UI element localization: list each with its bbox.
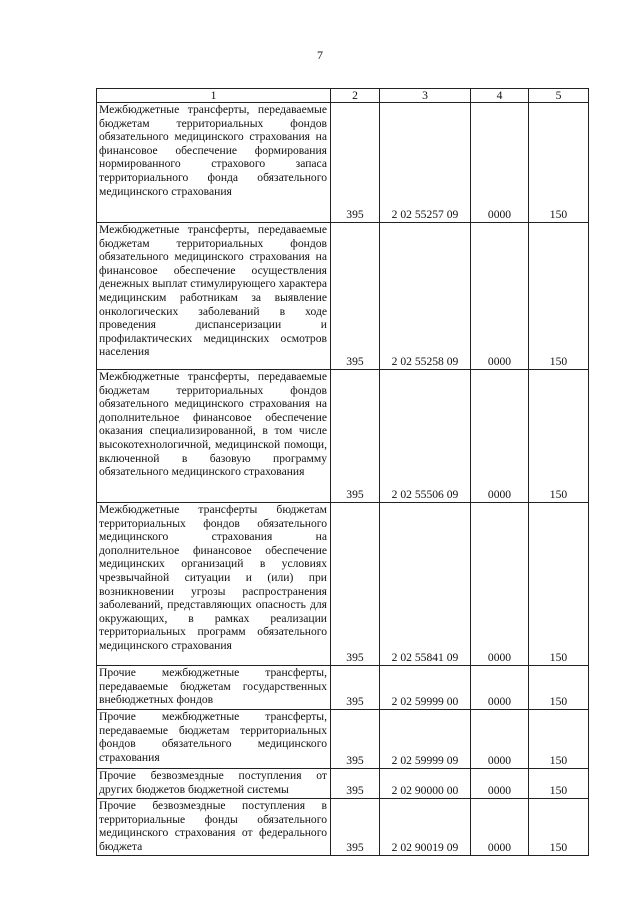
table-row [97,223,589,370]
row-description: Прочие безвозмездные поступления от других бюджетов бюджетной системы [97,769,331,799]
row-description: Межбюджетные трансферты, передаваемые бюджетам территориальных фондов обязательного медицинского страхования на дополнительное финансовое обеспечение оказания специализированной, в том числе высокотехнологичной, медицинской помощи, включенной в базовую программу обязательного медицинского страхования [97,370,331,503]
row-econ-code: 150 [529,799,589,856]
row-econ-code: 150 [529,769,589,799]
row-description: Межбюджетные трансферты, передаваемые бюджетам территориальных фондов обязательного медицинского страхования на финансовое обеспечение формирования нормированного страхового запаса территориального фонда обязательного медицинского страхования [97,103,331,223]
row-econ-code: 150 [529,503,589,666]
row-program-code: 0000 [471,223,529,370]
row-econ-code: 150 [529,370,589,503]
row-admin-code: 395 [331,666,380,710]
row-description: Межбюджетные трансферты, передаваемые бюджетам территориальных фондов обязательного медицинского страхования на финансовое обеспечение осуществления денежных выплат стимулирующего характера медицинским работникам за выявление онкологических заболеваний в ходе проведения диспансеризации и профилактических медицинских осмотров населения [97,223,331,370]
row-description: Прочие межбюджетные трансферты, передаваемые бюджетам государственных внебюджетных фондов [97,666,331,710]
table-row [97,503,589,666]
row-income-code: 2 02 55506 09 [380,370,471,503]
table-row [97,799,589,856]
row-income-code: 2 02 59999 00 [380,666,471,710]
row-program-code: 0000 [471,799,529,856]
row-description: Прочие межбюджетные трансферты, передаваемые бюджетам территориальных фондов обязательного медицинского страхования [97,710,331,769]
table-row [97,710,589,769]
row-econ-code: 150 [529,223,589,370]
table-row [97,370,589,503]
row-income-code: 2 02 55258 09 [380,223,471,370]
table-row [97,666,589,710]
row-program-code: 0000 [471,370,529,503]
row-admin-code: 395 [331,769,380,799]
row-admin-code: 395 [331,710,380,769]
row-program-code: 0000 [471,103,529,223]
page-number: 7 [317,48,323,62]
row-admin-code: 395 [331,370,380,503]
row-admin-code: 395 [331,103,380,223]
table-header [97,89,589,103]
row-income-code: 2 02 59999 09 [380,710,471,769]
column-header-4: 4 [471,89,529,103]
header-row [97,89,589,103]
budget-income-table [96,88,589,856]
row-income-code: 2 02 90019 09 [380,799,471,856]
row-admin-code: 395 [331,503,380,666]
column-header-1: 1 [97,89,331,103]
row-program-code: 0000 [471,710,529,769]
column-header-5: 5 [529,89,589,103]
row-program-code: 0000 [471,503,529,666]
row-income-code: 2 02 55257 09 [380,103,471,223]
column-header-3: 3 [380,89,471,103]
row-income-code: 2 02 55841 09 [380,503,471,666]
row-econ-code: 150 [529,710,589,769]
row-program-code: 0000 [471,769,529,799]
row-program-code: 0000 [471,666,529,710]
table-body [97,103,589,856]
column-header-2: 2 [331,89,380,103]
row-income-code: 2 02 90000 00 [380,769,471,799]
row-econ-code: 150 [529,666,589,710]
table-row [97,103,589,223]
row-description: Межбюджетные трансферты бюджетам территориальных фондов обязательного медицинского страхования на дополнительное финансовое обеспечение медицинских организаций в условиях чрезвычайной ситуации и (или) при возникновении угрозы распространения заболеваний, представляющих опасность для окружающих, в рамках реализации территориальных программ обязательного медицинского страхования [97,503,331,666]
row-econ-code: 150 [529,103,589,223]
row-admin-code: 395 [331,799,380,856]
table-row [97,769,589,799]
row-description: Прочие безвозмездные поступления в территориальные фонды обязательного медицинского страхования от федерального бюджета [97,799,331,856]
row-admin-code: 395 [331,223,380,370]
